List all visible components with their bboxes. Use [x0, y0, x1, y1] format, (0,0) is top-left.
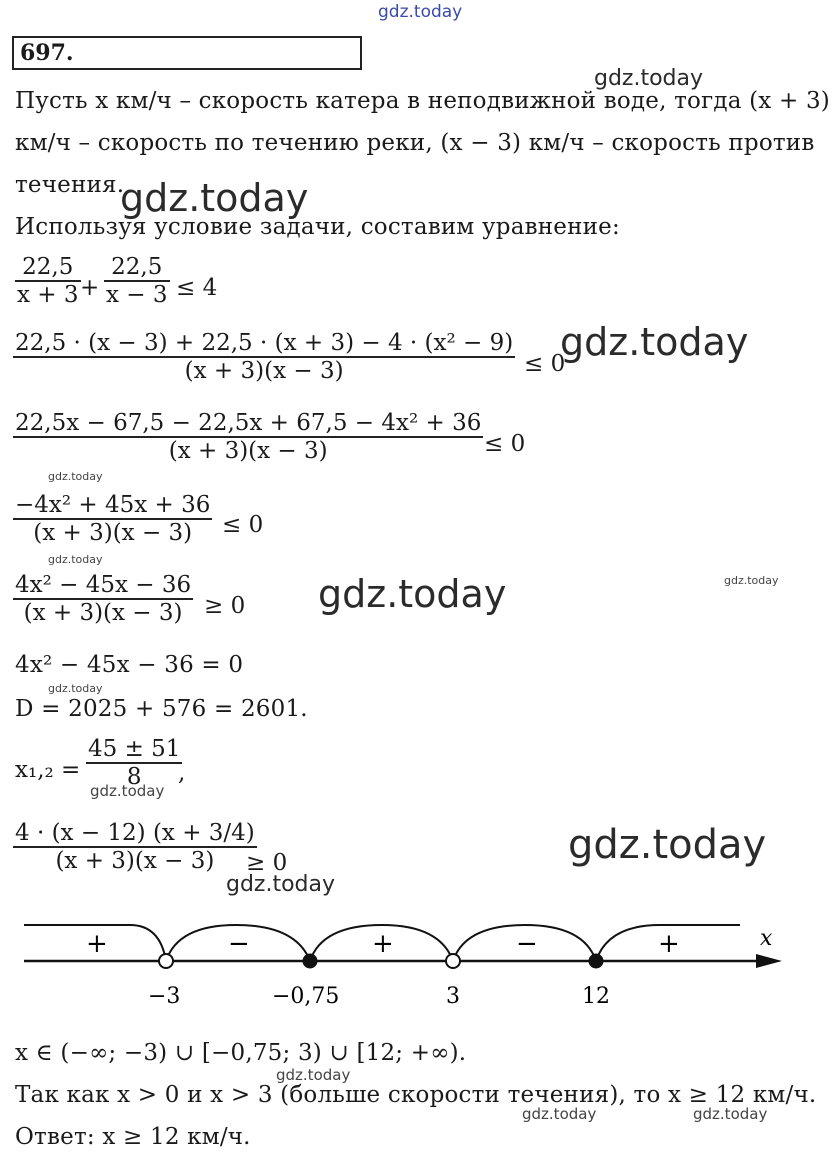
- watermark: gdz.today: [522, 1105, 597, 1123]
- numerator: 22,5x − 67,5 − 22,5x + 67,5 − 4x² + 36: [15, 410, 482, 436]
- denominator: (x + 3)(x − 3): [184, 357, 344, 384]
- numerator: 4x² − 45x − 36: [15, 572, 192, 598]
- equation-5: [13, 572, 193, 626]
- point-label: −3: [148, 984, 181, 1009]
- equation-2: [13, 330, 515, 384]
- watermark: gdz.today: [48, 682, 103, 695]
- comma: ,: [178, 760, 186, 786]
- watermark: gdz.today: [594, 66, 704, 91]
- watermark: gdz.today: [48, 470, 103, 483]
- closed-point: [589, 954, 604, 969]
- axis-arrow-icon: [756, 954, 782, 968]
- text-line-1: Пусть x км/ч – скорость катера в неподвижной воде, тогда (x + 3): [15, 88, 830, 114]
- denominator: (x + 3)(x − 3): [168, 437, 328, 464]
- watermark: gdz.today: [568, 822, 767, 868]
- point-label: −0,75: [272, 984, 340, 1009]
- equation-7: D = 2025 + 576 = 2601.: [15, 696, 308, 722]
- relation: ≤ 4: [176, 275, 218, 301]
- sign-label: +: [86, 929, 108, 959]
- relation: ≥ 0: [246, 850, 288, 876]
- watermark: gdz.today: [693, 1105, 768, 1123]
- relation: ≥ 0: [204, 593, 246, 619]
- problem-header: [12, 36, 362, 70]
- equation-1-fraction-a: [15, 254, 81, 308]
- numerator: −4x² + 45x + 36: [15, 492, 211, 518]
- equation-8: [86, 736, 182, 790]
- point-label: 12: [582, 984, 610, 1009]
- conclusion: Так как x > 0 и x > 3 (больше скорости течения), то x ≥ 12 км/ч.: [15, 1082, 817, 1108]
- watermark: gdz.today: [226, 872, 336, 897]
- watermark: gdz.today: [724, 574, 779, 587]
- numerator: 45 ± 51: [88, 736, 181, 762]
- denominator: x − 3: [106, 281, 168, 308]
- numerator: 22,5: [111, 254, 163, 280]
- text-line-3: течения.: [15, 172, 125, 198]
- numerator: 22,5: [22, 254, 74, 280]
- equation-4: [13, 492, 212, 546]
- watermark: gdz.today: [48, 553, 103, 566]
- equation-3: [13, 410, 483, 464]
- sign-label: +: [372, 929, 394, 959]
- equation-1-fraction-b: [104, 254, 170, 308]
- relation: ≤ 0: [484, 431, 526, 457]
- answer: Ответ: x ≥ 12 км/ч.: [15, 1124, 251, 1150]
- relation: ≤ 0: [222, 512, 264, 538]
- watermark: gdz.today: [560, 320, 749, 364]
- watermark: gdz.today: [276, 1066, 351, 1084]
- open-point: [159, 954, 173, 968]
- plus-sign: +: [80, 275, 100, 301]
- text-line-4: Используя условие задачи, составим уравнение:: [15, 214, 620, 240]
- numerator: 4 · (x − 12) (x + 3/4): [15, 820, 255, 846]
- equation-6: 4x² − 45x − 36 = 0: [15, 652, 244, 678]
- sign-label: +: [658, 929, 680, 959]
- open-point: [446, 954, 460, 968]
- watermark: gdz.today: [378, 2, 463, 22]
- closed-point: [303, 954, 318, 969]
- denominator: (x + 3)(x − 3): [23, 599, 183, 626]
- axis-label: x: [760, 926, 773, 951]
- problem-number: 697.: [20, 40, 74, 66]
- denominator: (x + 3)(x − 3): [55, 847, 215, 874]
- answer-set: x ∈ (−∞; −3) ∪ [−0,75; 3) ∪ [12; +∞).: [15, 1040, 467, 1066]
- relation: ≤ 0: [524, 351, 566, 377]
- text-line-2: км/ч – скорость по течению реки, (x − 3) км/ч – скорость против: [15, 130, 815, 156]
- equation-9: [13, 820, 257, 874]
- sign-label: −: [228, 929, 250, 959]
- denominator: x + 3: [17, 281, 79, 308]
- sign-label: −: [516, 929, 538, 959]
- numerator: 22,5 · (x − 3) + 22,5 · (x + 3) − 4 · (x² − 9): [15, 330, 514, 356]
- denominator: 8: [126, 763, 142, 790]
- point-label: 3: [446, 984, 460, 1009]
- watermark: gdz.today: [90, 782, 165, 800]
- number-line: [0, 915, 838, 1025]
- watermark: gdz.today: [120, 176, 309, 220]
- watermark: gdz.today: [318, 572, 507, 616]
- equation-8-lhs: x₁,₂ =: [15, 757, 81, 783]
- denominator: (x + 3)(x − 3): [33, 519, 193, 546]
